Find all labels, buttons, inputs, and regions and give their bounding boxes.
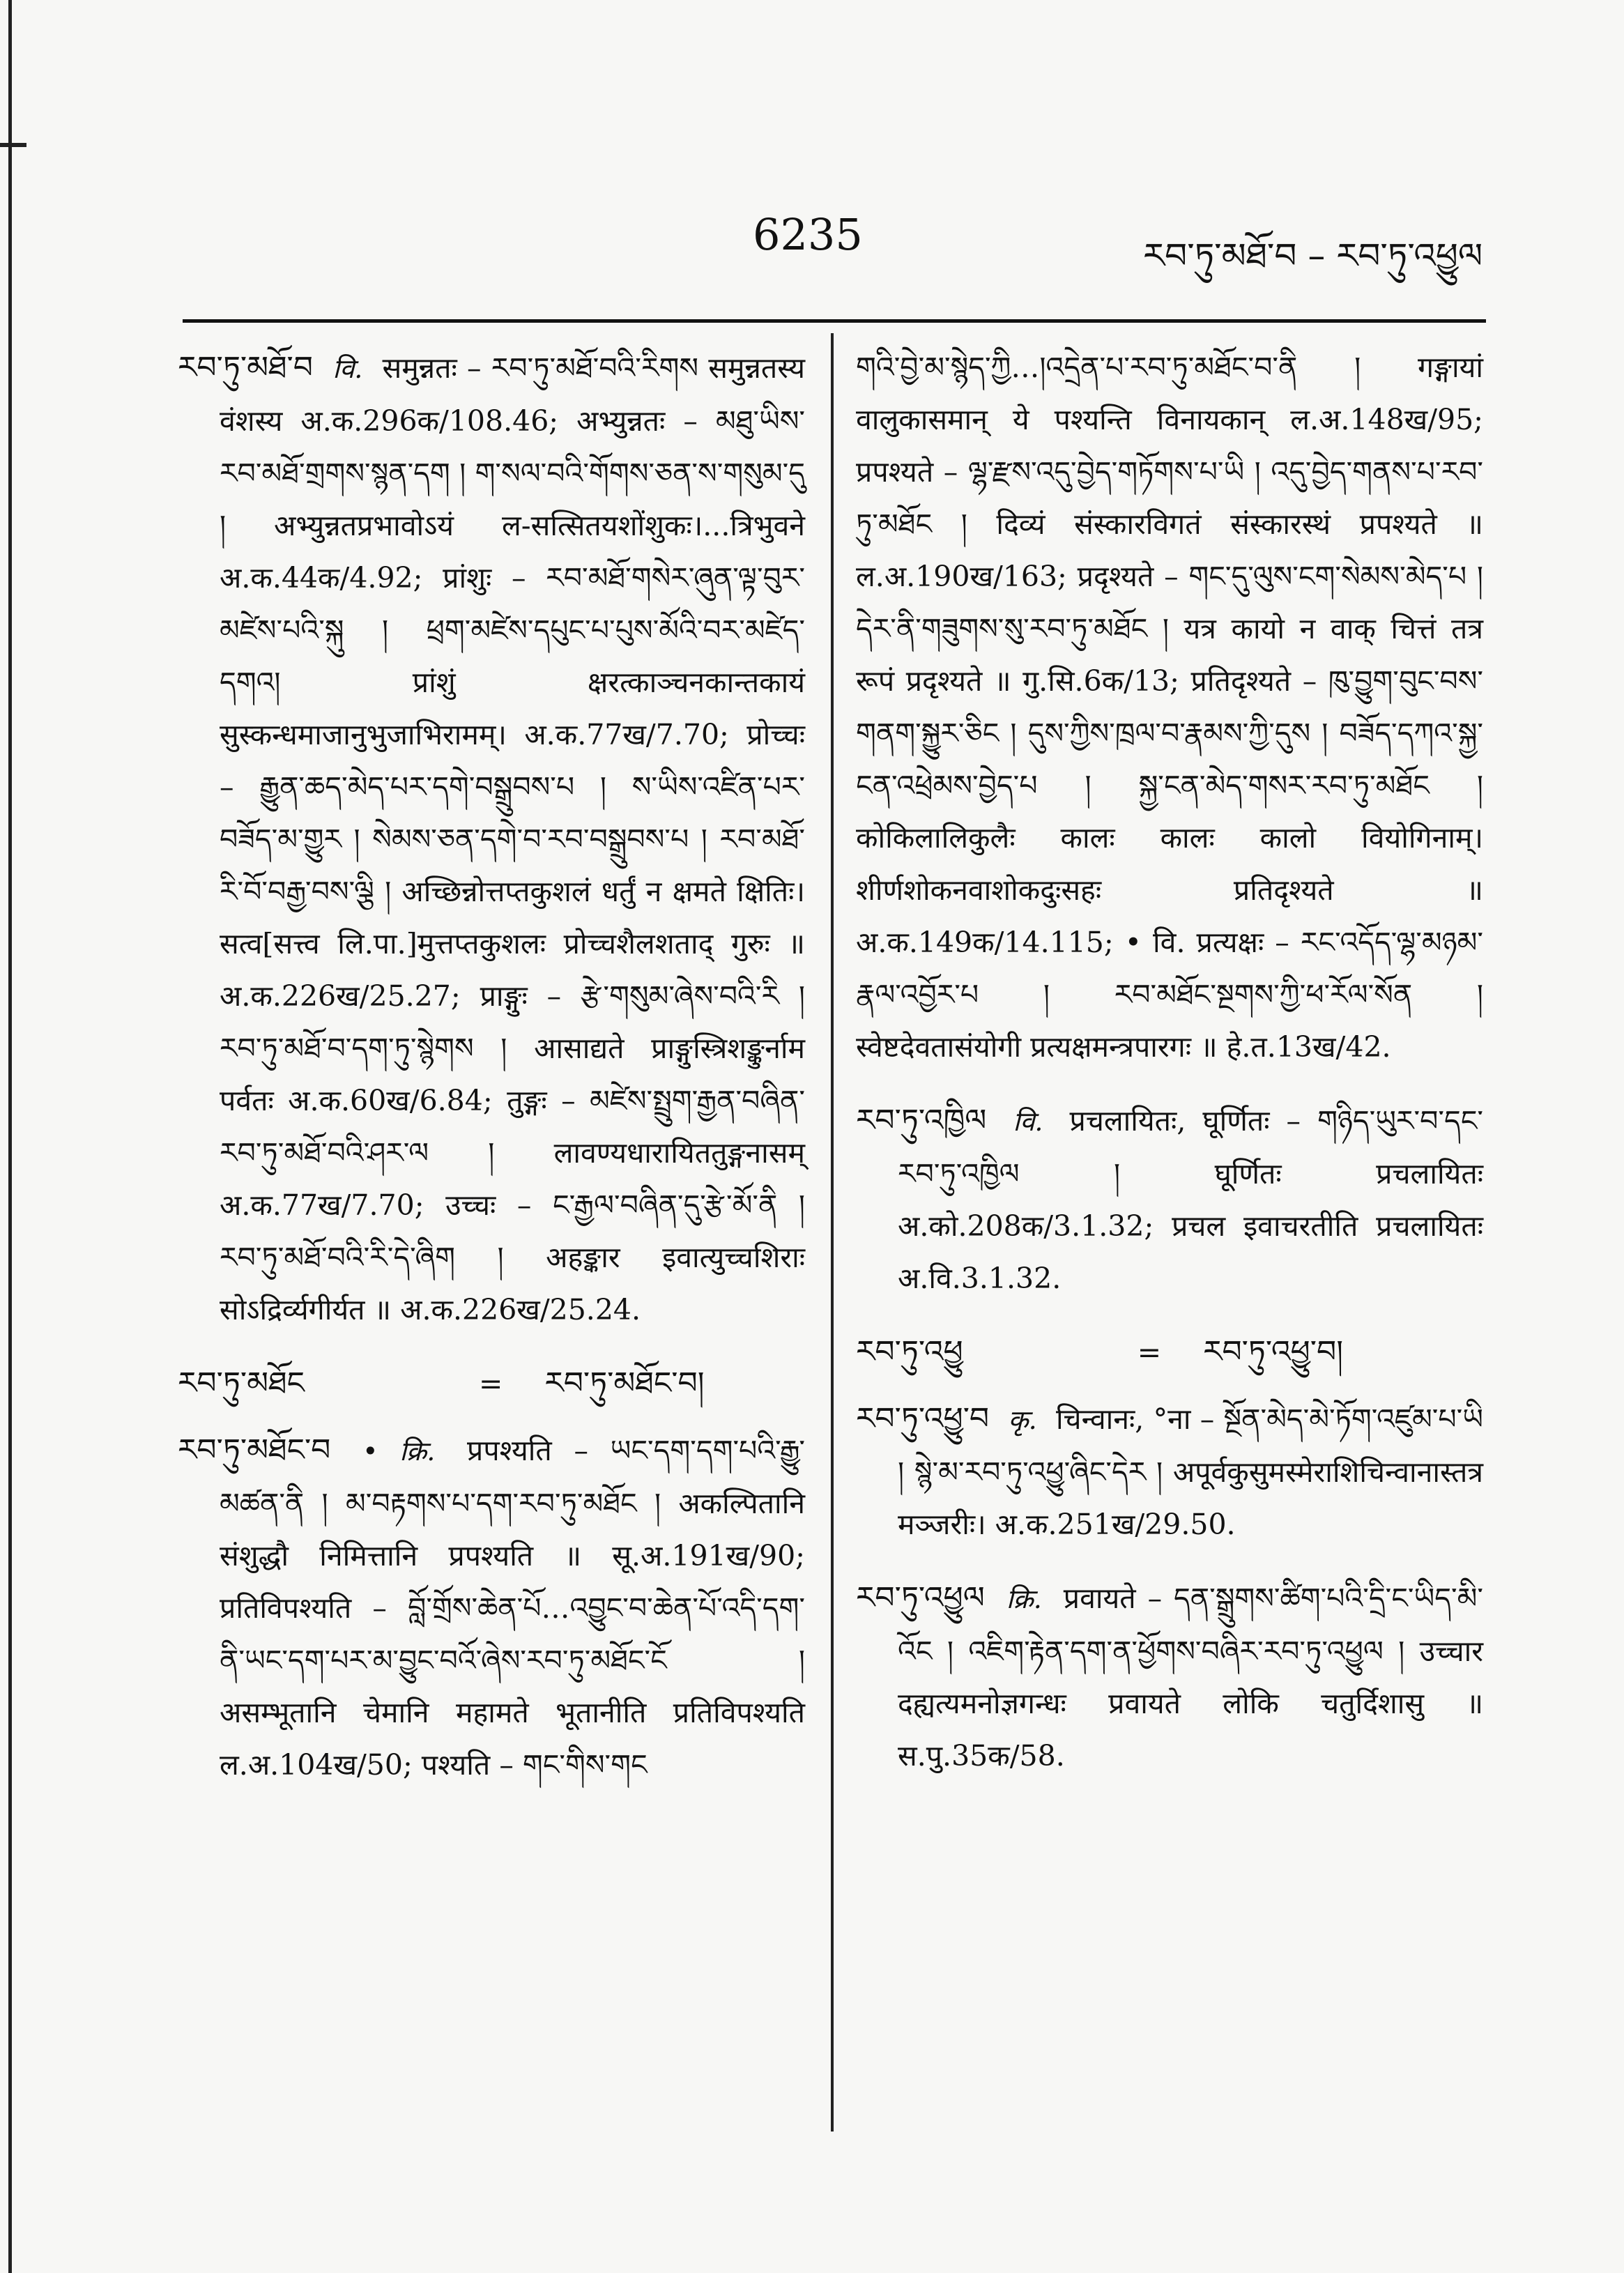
entry-continuation bbox=[856, 342, 1483, 1073]
dictionary-entry bbox=[178, 1424, 805, 1791]
cross-reference-entry bbox=[178, 1357, 805, 1410]
equals-sign: = bbox=[1137, 1336, 1162, 1369]
cross-reference-entry bbox=[856, 1326, 1483, 1379]
cross-reference-target: རབ་ཏུ་མཐོང་བ། bbox=[544, 1365, 705, 1401]
dictionary-entry bbox=[856, 1094, 1483, 1305]
entry-headword: རབ་ཏུ་འཕྱུ bbox=[856, 1334, 963, 1370]
entry-headword: རབ་ཏུ་མཐོང་བ bbox=[178, 1432, 331, 1468]
grammar-tag: क्रि. bbox=[1006, 1584, 1042, 1614]
left-column bbox=[178, 342, 805, 1812]
grammar-tag: वि. bbox=[332, 353, 363, 384]
page-number: 6235 bbox=[753, 209, 863, 260]
dictionary-entry bbox=[178, 342, 805, 1336]
grammar-tag: कृ. bbox=[1008, 1405, 1037, 1435]
grammar-tag: वि. bbox=[1013, 1106, 1043, 1137]
running-head: རབ་ཏུ་མཐོ་བ – རབ་ཏུ་འཕྱུལ bbox=[1143, 236, 1483, 276]
scan-mark bbox=[0, 143, 26, 147]
column-divider bbox=[831, 333, 834, 2132]
right-column bbox=[856, 342, 1483, 1803]
entry-body: གའི་བྱེ་མ་སྙེད་ཀྱི…།འདྲེན་པ་རབ་ཏུ་མཐོང་བ་ནི ། गङ्गायां वालुकासमान् ये पश्यन्ति विनायकान् ल.अ.148ख/95; प्रपश्यते – ལྷ་རྫས་འདུ་བྱེད་གཏོགས་པ་ཡི ། འདུ་བྱེད་གནས་པ་རབ་ཏུ་མཐོང ། दिव्यं संस्कारविगतं संस्कारस्थं प्रपश्यते ॥ ल.अ.190ख/163; प्रदृश्यते – གང་དུ་ལུས་ངག་སེམས་མེད་པ ། དེར་ནི་གཟུགས་སུ་རབ་ཏུ་མཐོང ། यत्र कायो न वाक् चित्तं तत्र रूपं प्रदृश्यते ॥ गु.सि.6क/13; प्रतिदृश्यते – ཁུ་བྱུག་བུང་བས་གནག་སྐྱུར་ཅིང ། དུས་ཀྱིས་ཁྲལ་བ་རྣམས་ཀྱི་དུས ། བཟོད་དཀའ་སྐྱ་ངན་འཕྲེམས་བྱེད་པ ། སྐྱ་ངན་མེད་གསར་རབ་ཏུ་མཐོང ། कोकिलालिकुलैः कालः कालः कालो वियोगिनाम्। शीर्णशोकनवाशोकदुःसहः प्रतिदृश्यते ॥ अ.क.149क/14.115; • वि. प्रत्यक्षः – རང་འདོད་ལྷ་མཉམ་རྣལ་འབྱོར་པ ། རབ་མཐོང་སྔགས་ཀྱི་ཕ་རོལ་སོན ། स्वेष्टदेवतासंयोगी प्रत्यक्षमन्त्रपारगः ॥ हे.त.13ख/42. bbox=[856, 351, 1483, 1064]
cross-reference-target: རབ་ཏུ་འཕྱུ་བ། bbox=[1203, 1334, 1343, 1370]
header-rule bbox=[183, 319, 1486, 323]
entry-headword: རབ་ཏུ་མཐོང bbox=[178, 1365, 305, 1401]
entry-body: प्रवायते – དན་སྒྲུགས་ཚིག་པའི་དྲི་ང་ཡིད་མི་འོང ། འཇིག་རྟེན་དག་ན་ཕྱོགས་བཞིར་རབ་ཏུ་འཕྱུལ ། उच्चार दह्यत्यमनोज्ञगन्धः प्रवायते लोकि चतुर्दिशासु ॥ स.पु.35क/58. bbox=[898, 1582, 1483, 1773]
scan-binding-edge bbox=[8, 0, 12, 2273]
entry-body: प्रचलायितः, घूर्णितः – གཉིད་ཡུར་བ་དང་རབ་ཏུ་འཁྱིལ ། घूर्णितः प्रचलायितः अ.को.208क/3.1.32; प्रचल इवाचरतीति प्रचलायितः अ.वि.3.1.32. bbox=[898, 1104, 1483, 1295]
page-header bbox=[0, 209, 1624, 279]
entry-body: चिन्वानः, °ना – སྔོན་མེད་མེ་ཏོག་འཛུམ་པ་ཡི ། སྙེ་མ་རབ་ཏུ་འཕྱུ་ཞིང་དེར ། अपूर्वकुसुमस्मेराशिचिन्वानास्तत्र मञ्जरीः। अ.क.251ख/29.50. bbox=[898, 1402, 1483, 1541]
entry-body: समुन्नतः – རབ་ཏུ་མཐོ་བའི་རིགས समुन्नतस्य वंशस्य अ.क.296क/108.46; अभ्युन्नतः – མཐུ་ཡིས་རབ་མཐོ་གྲགས་སྙན་དག ། ག་སལ་བའི་གོགས་ཅན་ས་གསུམ་དུ ། अभ्युन्नतप्रभावोऽयं ल-सत्सितयशोंशुकः।...त्रिभुवने अ.क.44क/4.92; प्रांशुः – རབ་མཐོ་གསེར་ཞུན་ལྟ་བུར་མཛེས་པའི་སྐུ ། ཕྲག་མཛེས་དཔུང་པ་པུས་མོའི་བར་མཛེད་དགའ། प्रांशुं क्षरत्काञ्चनकान्तकायं सुस्कन्धमाजानुभुजाभिरामम्। अ.क.77ख/7.70; प्रोच्चः – རྒྱུན་ཆད་མེད་པར་དགེ་བསྒྲུབས་པ ། ས་ཡིས་འཛིན་པར་བཟོད་མ་གྱུར ། སེམས་ཅན་དགེ་བ་རབ་བསྒྲུབས་པ ། རབ་མཐོ་རི་བོ་བརྒྱ་བས་ལྕི ། अच्छिन्नोत्तप्तकुशलं धर्तुं न क्षमते क्षितिः। सत्व[सत्त्व लि.पा.]मुत्तप्तकुशलः प्रोच्चशैलशताद् गुरुः ॥ अ.क.226ख/25.27; प्राङ्गुः – རྩེ་གསུམ་ཞེས་བའི་རི ། རབ་ཏུ་མཐོ་བ་དག་ཏུ་སྙེགས ། आसाद्यते प्राङ्गुस्त्रिशङ्कुर्नाम पर्वतः अ.क.60ख/6.84; तुङ्गः – མཛེས་སྤྲུག་རྒྱན་བཞིན་རབ་ཏུ་མཐོ་བའི་ཤར་ལ ། लावण्यधारायिततुङ्गनासम् अ.क.77ख/7.70; उच्चः – ང་རྒྱལ་བཞིན་དུ་རྩེ་མོ་ནི ། རབ་ཏུ་མཐོ་བའི་རི་དེ་ཞིག ། अहङ्कार इवात्युच्चशिराः सोऽद्रिर्व्यगीर्यत ॥ अ.क.226ख/25.24. bbox=[220, 351, 805, 1326]
entry-headword: རབ་ཏུ་མཐོ་བ bbox=[178, 350, 313, 385]
dictionary-entry bbox=[856, 1393, 1483, 1551]
entry-headword: རབ་ཏུ་འཁྱིལ bbox=[856, 1103, 987, 1138]
grammar-tag: • क्रि. bbox=[362, 1436, 436, 1467]
entry-headword: རབ་ཏུ་འཕྱུ་བ bbox=[856, 1401, 990, 1437]
entry-body: प्रपश्यति – ཡང་དག་དག་པའི་རྒྱུ་མཚན་ནི ། མ་བརྟགས་པ་དག་རབ་ཏུ་མཐོང ། अकल्पितानि संशुद्धौ निमित्तानि प्रपश्यति ॥ सू.अ.191ख/90; प्रतिविपश्यति – བློ་གྲོས་ཆེན་པོ…འབྱུང་བ་ཆེན་པོ་འདི་དག་ནི་ཡང་དག་པར་མ་བྱུང་བའོ་ཞེས་རབ་ཏུ་མཐོང་ངོ ། असम्भूतानि चेमानि महामते भूतानीति प्रतिविपश्यति ल.अ.104ख/50; पश्यति – གང་གིས་གང bbox=[220, 1434, 805, 1782]
dictionary-entry bbox=[856, 1572, 1483, 1782]
equals-sign: = bbox=[478, 1367, 503, 1400]
entry-headword: རབ་ཏུ་འཕྱུལ bbox=[856, 1580, 985, 1616]
